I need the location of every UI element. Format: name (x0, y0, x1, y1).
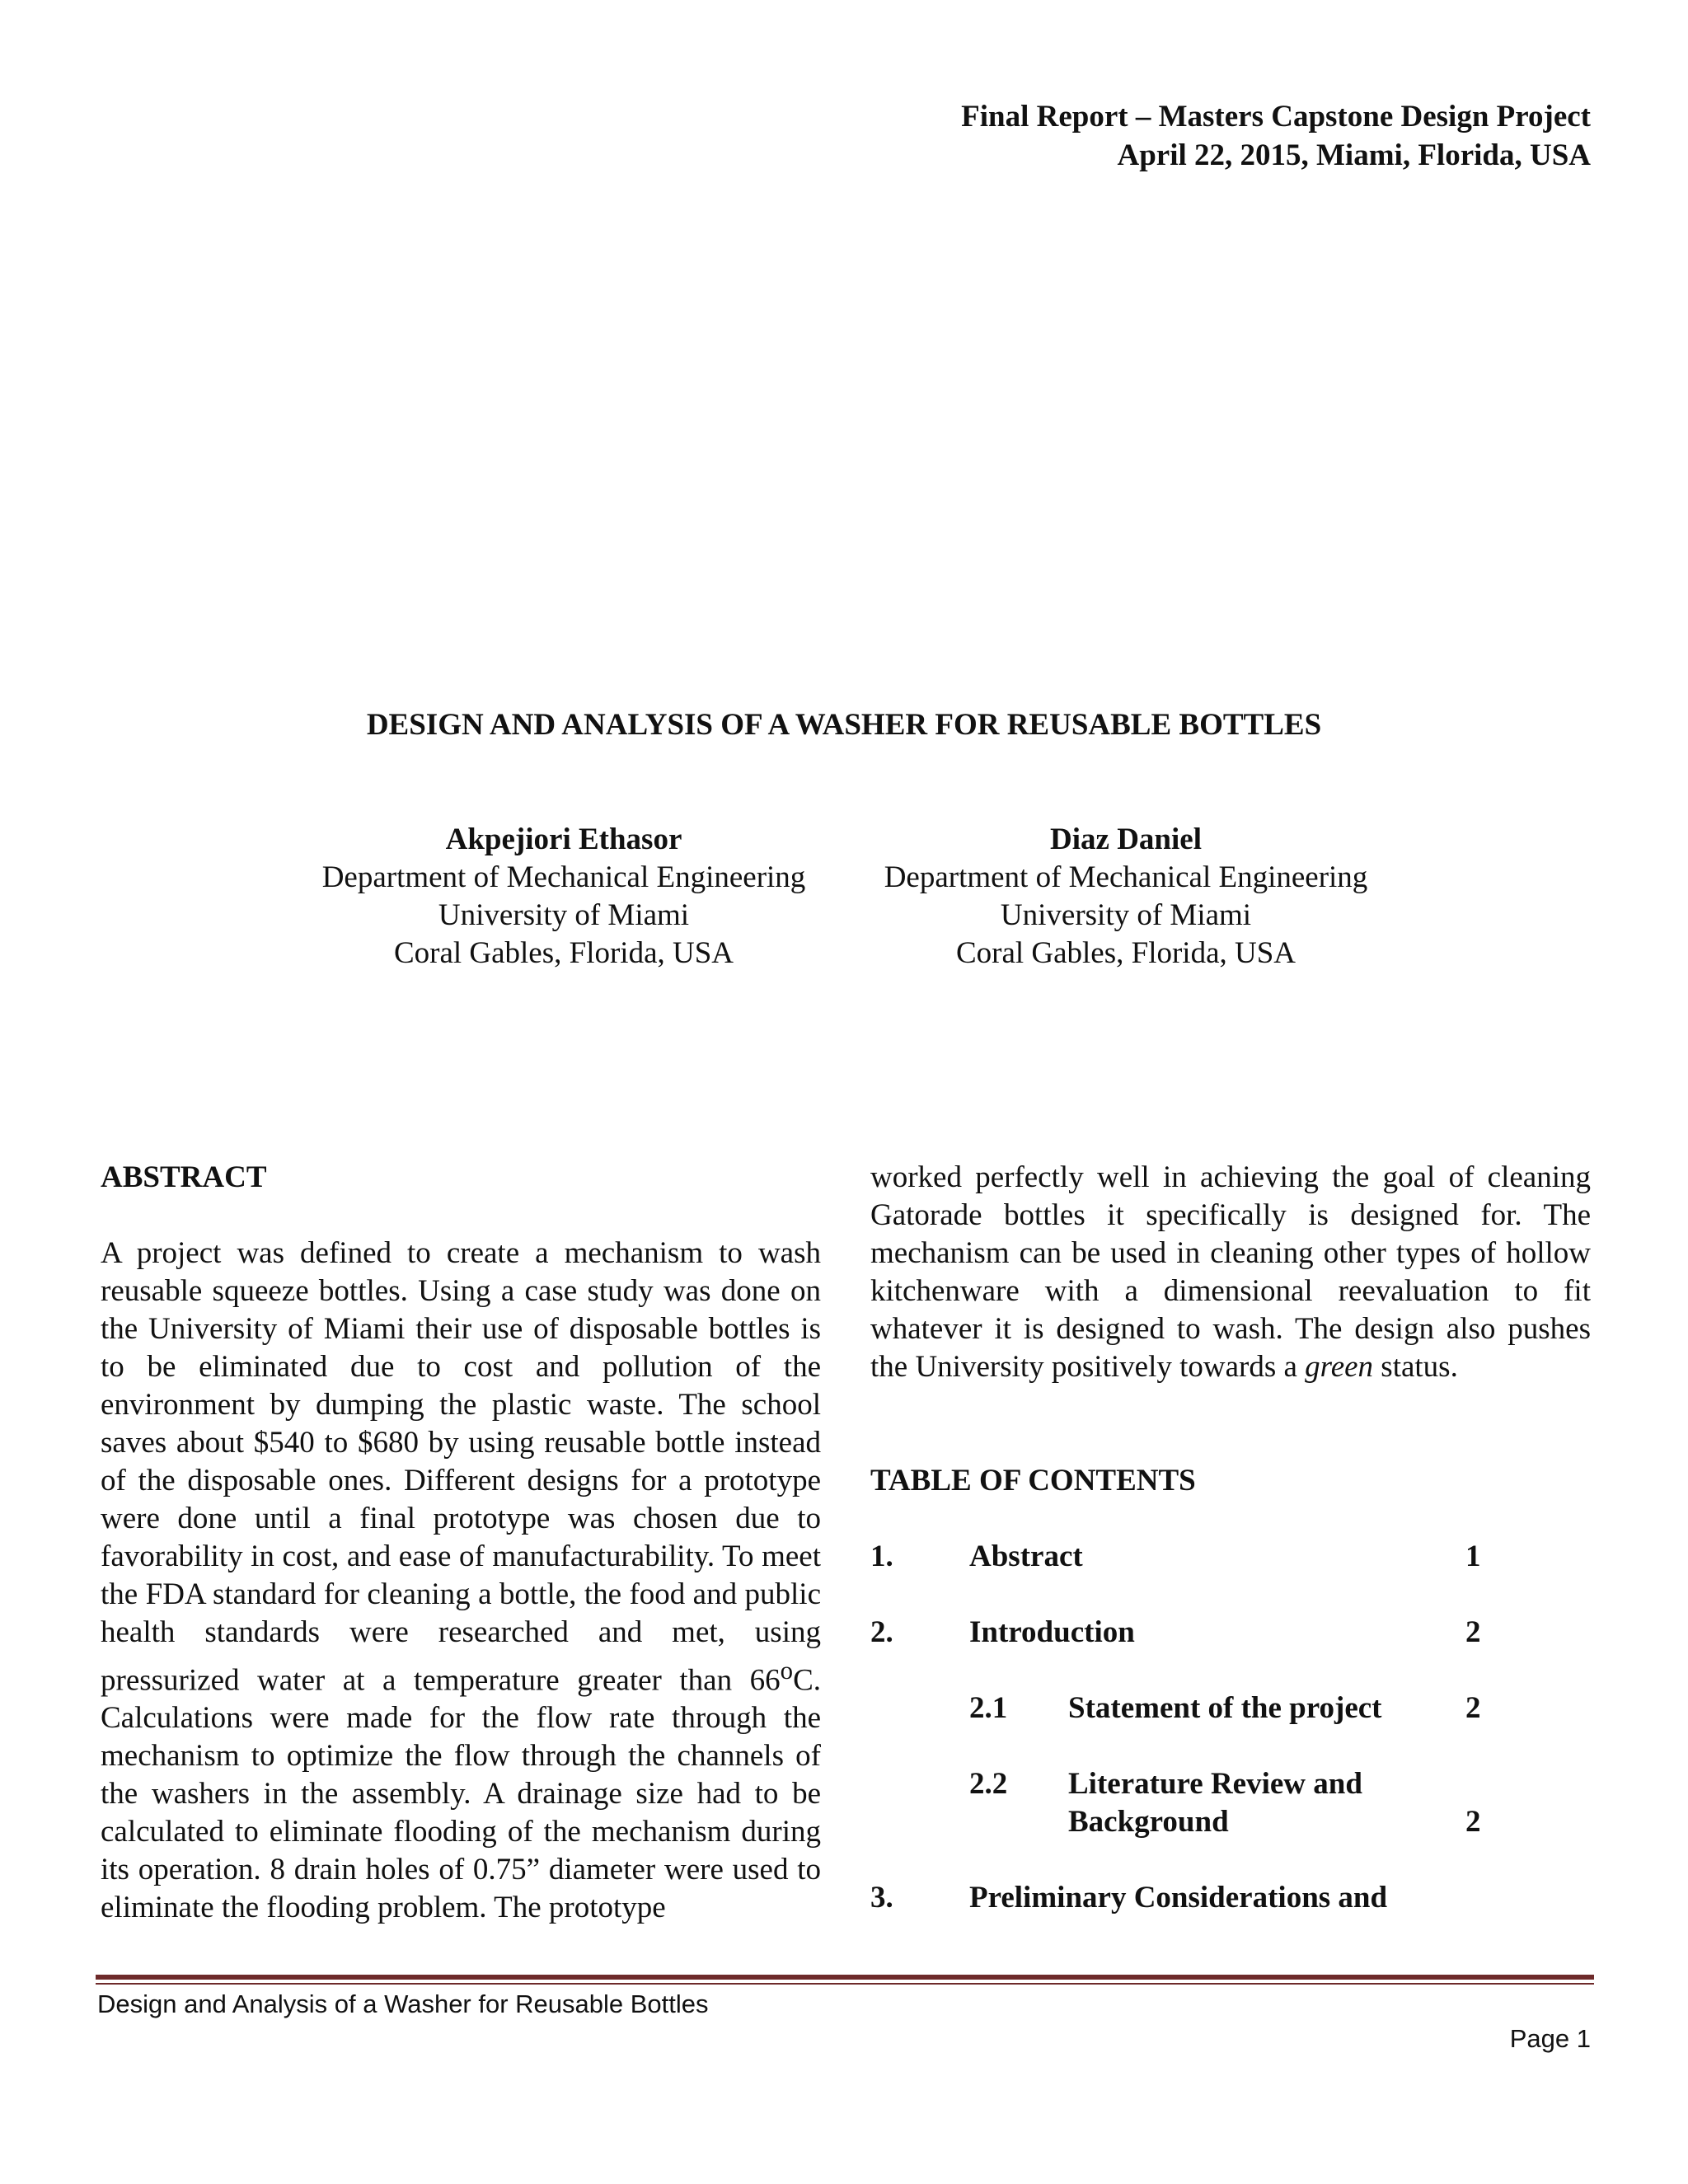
footer-title: Design and Analysis of a Washer for Reusable Bottles (97, 1990, 709, 2018)
table-of-contents (870, 1538, 1591, 1917)
toc-heading: TABLE OF CONTENTS (870, 1464, 1196, 1497)
toc-entry[interactable] (870, 1614, 1591, 1652)
toc-number: 2.2 (969, 1767, 1008, 1801)
toc-number: 1. (870, 1540, 893, 1573)
abstract-text-right: worked perfectly well in achieving the goal of cleaning Gatorade bottles it specifically is designed for. The mechanism can be used in cleaning other types of hollow kitchenware with a dimensional reevaluation to fit whatever it is designed to wash. The design also pushes the University positively towards a (870, 1160, 1591, 1384)
toc-entry[interactable] (870, 1879, 1591, 1917)
abstract-paragraph (101, 1235, 821, 1927)
paper-title: DESIGN AND ANALYSIS OF A WASHER FOR REUSABLE BOTTLES (366, 708, 1322, 742)
author-block-2 (846, 821, 1406, 972)
report-header (961, 97, 1591, 175)
toc-page: 2 (1465, 1615, 1481, 1649)
toc-label: Preliminary Considerations and (969, 1881, 1388, 1915)
author-name: Diaz Daniel (1050, 823, 1202, 856)
toc-subentry[interactable] (870, 1690, 1591, 1727)
page-number: Page 1 (1509, 2024, 1591, 2053)
abstract-text-end: status. (1373, 1350, 1458, 1384)
abstract-heading: ABSTRACT (101, 1160, 267, 1194)
toc-entry[interactable] (870, 1538, 1591, 1576)
header-line-2: April 22, 2015, Miami, Florida, USA (1117, 138, 1591, 172)
toc-label: Introduction (969, 1615, 1135, 1649)
degree-superscript: o (780, 1657, 794, 1685)
header-line-1: Final Report – Masters Capstone Design Project (961, 100, 1591, 134)
author-university: University of Miami (1000, 898, 1252, 932)
abstract-paragraph-continued (870, 1159, 1591, 1386)
footer-rule (96, 1975, 1594, 1980)
toc-number: 2.1 (969, 1691, 1008, 1725)
toc-label: Abstract (969, 1540, 1083, 1573)
toc-label: Statement of the project (1068, 1691, 1382, 1725)
toc-subentry[interactable] (870, 1765, 1591, 1841)
left-column (101, 1159, 821, 1927)
author-block-1 (284, 821, 844, 972)
author-university: University of Miami (438, 898, 690, 932)
right-column (870, 1159, 1591, 1955)
toc-label: Literature Review and Background (1068, 1767, 1362, 1839)
abstract-text: A project was defined to create a mechanism to wash reusable squeeze bottles. Using a case study was done on the University of Miami their use of disposable bottles is to be eliminated due to cost and pollution of the environment by dumping the plastic waste. The school saves about $540 to $680 by using reusable bottle instead of the disposable ones. Different designs for a prototype were done until a final prototype was chosen due to favorability in cost, and ease of manufacturability. To meet the FDA standard for cleaning a bottle, the food and public health standards were researched and met, using pressurized water at a temperature greater than 66 (101, 1236, 821, 1698)
emphasis-green: green (1305, 1350, 1374, 1384)
toc-number: 2. (870, 1615, 893, 1649)
author-location: Coral Gables, Florida, USA (955, 936, 1296, 970)
author-location: Coral Gables, Florida, USA (393, 936, 734, 970)
toc-page: 2 (1465, 1691, 1481, 1725)
toc-page: 1 (1465, 1540, 1481, 1573)
abstract-text-continued: C. Calculations were made for the flow rate through the mechanism to optimize the flow through the channels of the washers in the assembly. A drainage size had to be calculated to eliminate flooding of the mechanism during its operation. 8 drain holes of 0.75” diameter were used to eliminate the flooding problem. The prototype (101, 1663, 821, 1925)
author-department: Department of Mechanical Engineering (884, 860, 1368, 894)
footer-rule-thin (96, 1983, 1594, 1985)
toc-number: 3. (870, 1881, 893, 1915)
author-name: Akpejiori Ethasor (445, 823, 682, 856)
toc-page: 2 (1465, 1805, 1481, 1839)
author-department: Department of Mechanical Engineering (321, 860, 806, 894)
